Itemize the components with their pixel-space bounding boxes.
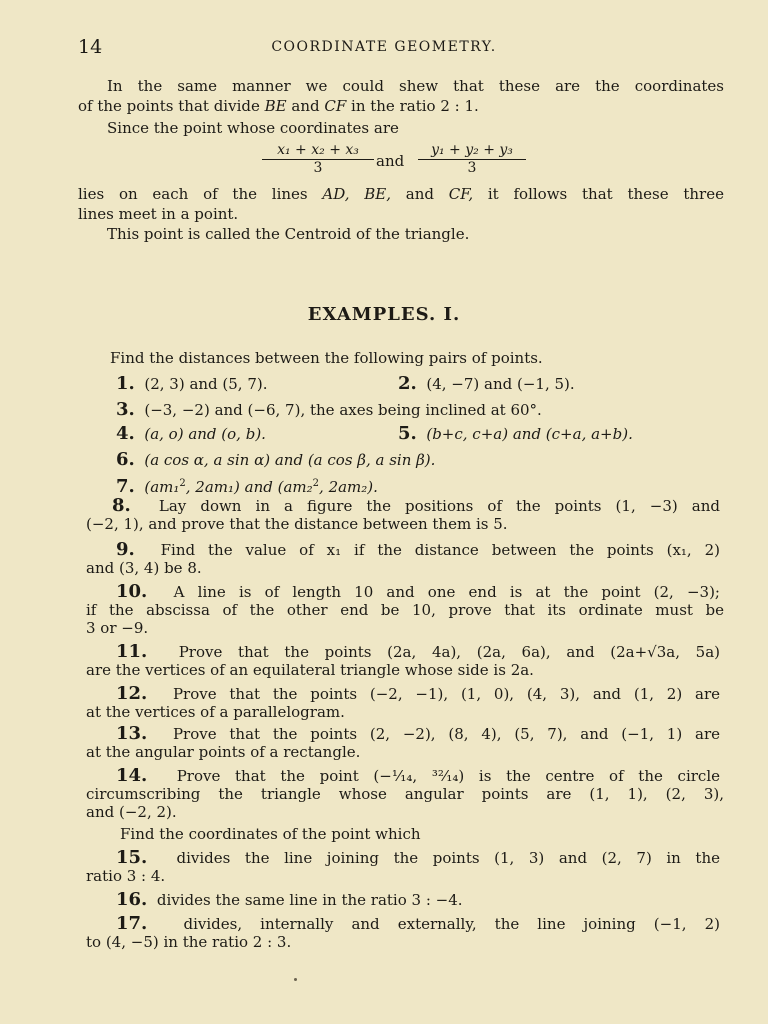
text: CF — [324, 97, 347, 115]
intro-line: lines meet in a point. — [78, 205, 239, 223]
example-number: 3. — [116, 399, 135, 420]
example-text: divides the line joining the points (1, 3) and (2, 7) in the — [176, 849, 720, 867]
example-row — [116, 374, 724, 394]
superscript: 2 — [312, 478, 320, 489]
ink-speck — [294, 978, 297, 981]
example-continuation: 3 or −9. — [86, 619, 149, 637]
example-row — [116, 400, 724, 420]
example-text: , 2am₂). — [319, 478, 378, 496]
example-row — [116, 914, 720, 934]
example-number: 8. — [112, 495, 131, 516]
example-text: divides, internally and externally, the line joining (−1, 2) — [183, 915, 720, 933]
example-text: (a cos α, a sin α) and (a cos β, a sin β). — [144, 451, 436, 469]
example-text: Find the value of x₁ if the distance between the points (x₁, 2) — [160, 541, 721, 559]
superscript: 2 — [179, 478, 186, 489]
example-row — [116, 766, 720, 786]
example-text: (2, 3) and (5, 7). — [144, 375, 268, 393]
intro-line: Since the point whose coordinates are — [107, 119, 399, 137]
example-number: 11. — [116, 641, 148, 662]
example-continuation: circumscribing the triangle whose angular points are (1, 1), (2, 3), — [86, 785, 724, 803]
example-number: 9. — [116, 539, 135, 560]
example-number: 15. — [116, 847, 148, 868]
text: BE — [264, 97, 287, 115]
example-row — [116, 848, 720, 868]
fraction-numerator: y₁ + y₂ + y₃ — [418, 142, 526, 160]
example-number: 1. — [116, 373, 135, 394]
example-text: (−3, −2) and (−6, 7), the axes being inclined at 60°. — [144, 401, 542, 419]
examples-title: EXAMPLES. I. — [307, 304, 461, 325]
running-header — [0, 36, 768, 58]
text: of the points that divide — [78, 97, 265, 115]
example-number: 14. — [116, 765, 148, 786]
example-text: (a, o) and (o, b). — [144, 425, 266, 443]
example-continuation: at the angular points of a rectangle. — [86, 743, 361, 761]
text: CF, — [448, 185, 474, 203]
example-text: Prove that the point (−¹⁄₁₄, ³²⁄₁₄) is the centre of the circle — [176, 767, 720, 785]
example-text: divides the same line in the ratio 3 : −4. — [156, 891, 463, 909]
example-text: Prove that the points (−2, −1), (1, 0), (4, 3), and (1, 2) are — [172, 685, 720, 703]
example-continuation: and (3, 4) be 8. — [86, 559, 202, 577]
example-text: Prove that the points (2a, 4a), (2a, 6a), and (2a+√3a, 5a) — [178, 643, 720, 661]
examples-lead: Find the coordinates of the point which — [120, 825, 421, 843]
running-title: COORDINATE GEOMETRY. — [271, 39, 497, 55]
example-continuation: ratio 3 : 4. — [86, 867, 166, 885]
example-text: , 2am₁) and (am₂ — [185, 478, 313, 496]
example-number: 16. — [116, 889, 148, 910]
example-continuation: at the vertices of a parallelogram. — [86, 703, 345, 721]
example-number: 5. — [398, 423, 417, 444]
fraction-numerator: x₁ + x₂ + x₃ — [262, 142, 374, 160]
example-row — [116, 724, 720, 744]
example-row — [112, 496, 720, 516]
example-continuation: to (4, −5) in the ratio 2 : 3. — [86, 933, 292, 951]
example-continuation: if the abscissa of the other end be 10, prove that its ordinate must be — [86, 601, 724, 619]
example-row — [116, 450, 724, 470]
example-text: A line is of length 10 and one end is at the point (2, −3); — [173, 583, 720, 601]
intro-line — [78, 184, 724, 204]
example-continuation: are the vertices of an equilateral triangle whose side is 2a. — [86, 661, 534, 679]
fraction-x — [262, 142, 374, 177]
text: AD, BE, — [322, 185, 392, 203]
page-number: 14 — [78, 36, 103, 58]
example-text: Prove that the points (2, −2), (8, 4), (5, 7), and (−1, 1) are — [172, 725, 720, 743]
example-row — [116, 424, 724, 444]
example-row — [116, 642, 720, 662]
example-number: 13. — [116, 723, 148, 744]
text: in the ratio 2 : 1. — [346, 97, 479, 115]
text: lies on each of the lines — [78, 185, 323, 203]
text: and — [391, 185, 449, 203]
example-number: 12. — [116, 683, 148, 704]
example-row — [116, 474, 724, 497]
example-continuation: (−2, 1), and prove that the distance between them is 5. — [86, 515, 508, 533]
example-text: (am₁ — [144, 478, 180, 496]
example-row — [116, 540, 720, 560]
text: and — [286, 97, 325, 115]
example-number: 4. — [116, 423, 135, 444]
fraction-denominator: 3 — [467, 160, 477, 176]
example-row — [116, 684, 720, 704]
example-text: (b+c, c+a) and (c+a, a+b). — [426, 425, 633, 443]
example-continuation: and (−2, 2). — [86, 803, 177, 821]
example-row — [116, 582, 720, 602]
example-text: (4, −7) and (−1, 5). — [426, 375, 575, 393]
example-number: 2. — [398, 373, 417, 394]
example-text: Lay down in a figure the positions of the points (1, −3) and — [158, 497, 720, 515]
fraction-and: and — [376, 152, 405, 170]
text: it follows that these three — [473, 185, 724, 203]
example-number: 17. — [116, 913, 148, 934]
fraction-y — [418, 142, 526, 177]
example-number: 6. — [116, 449, 135, 470]
examples-lead: Find the distances between the following pairs of points. — [110, 349, 543, 367]
intro-line — [78, 96, 724, 116]
example-row — [116, 890, 724, 910]
fraction-denominator: 3 — [313, 160, 323, 176]
intro-line: This point is called the Centroid of the triangle. — [107, 225, 470, 243]
example-number: 7. — [116, 476, 135, 497]
intro-line: In the same manner we could shew that these are the coordinates — [107, 77, 724, 95]
example-number: 10. — [116, 581, 148, 602]
